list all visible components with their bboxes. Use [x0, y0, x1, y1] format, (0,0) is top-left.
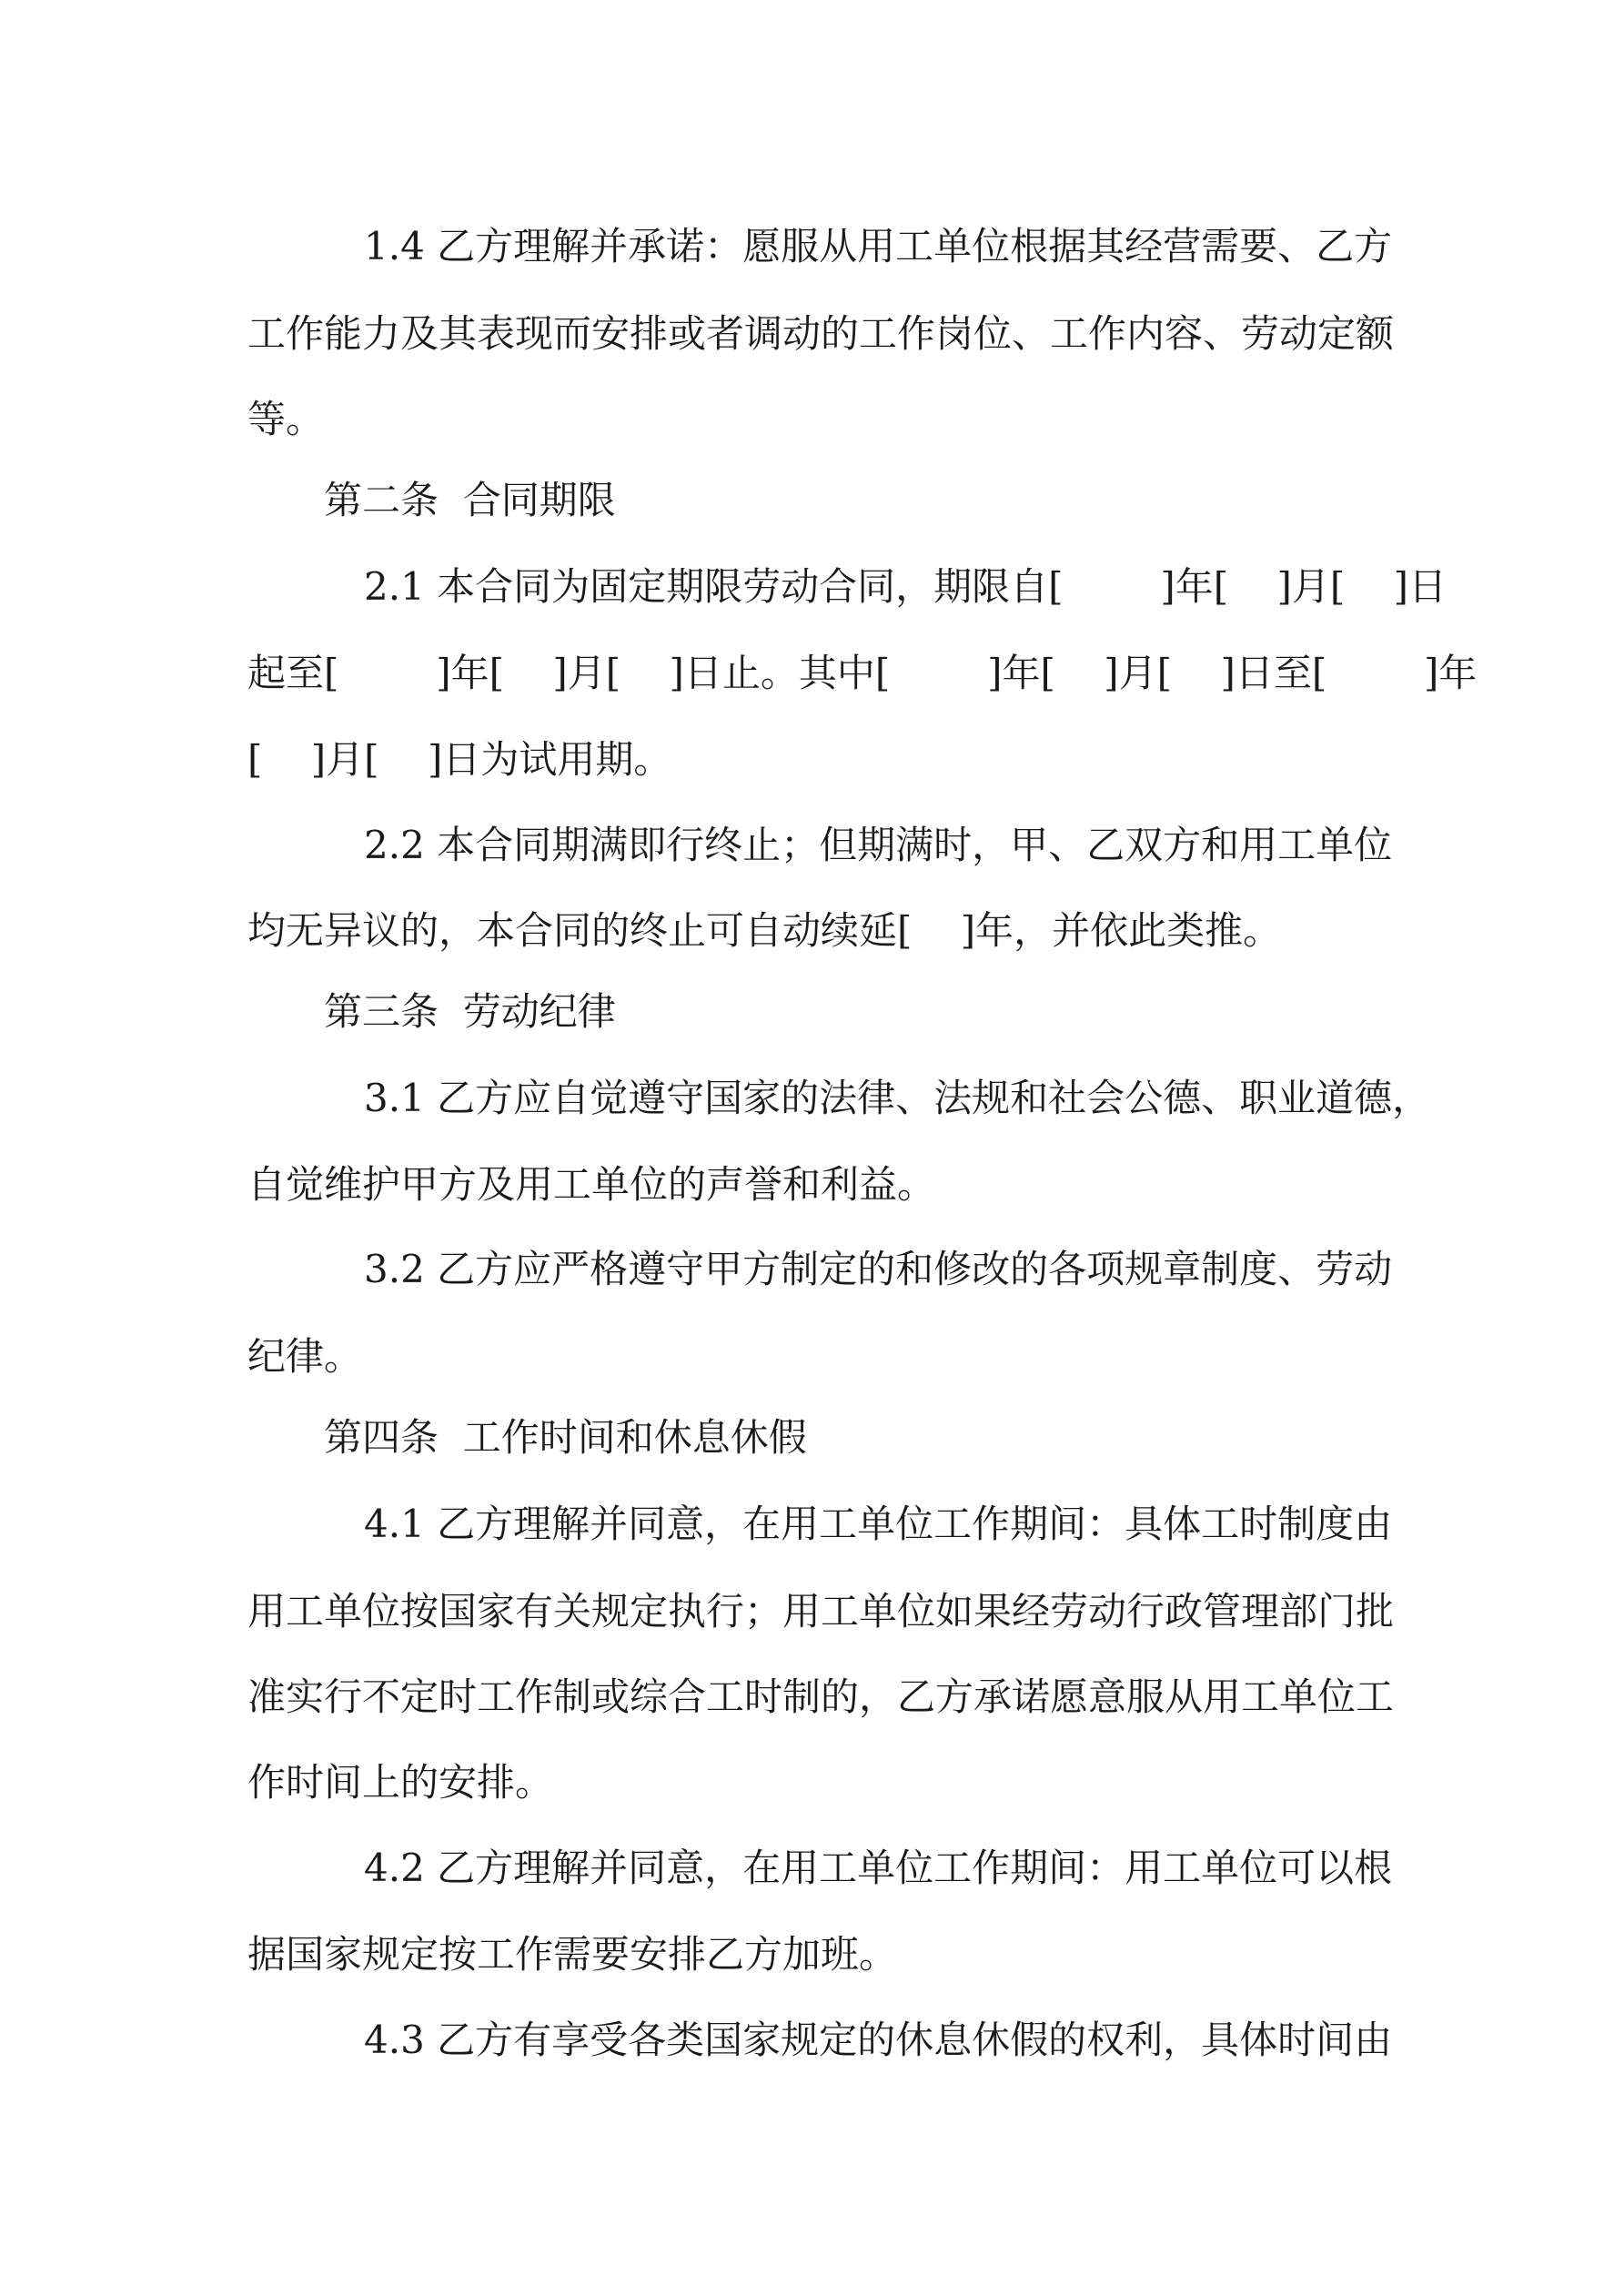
paragraph-4-1-line-2: 用工单位按国家有关规定执行；用工单位如果经劳动行政管理部门批: [247, 1589, 1395, 1633]
paragraph-3-2-line-1: 3.2 乙方应严格遵守甲方制定的和修改的各项规章制度、劳动: [364, 1247, 1393, 1291]
paragraph-4-2-line-1: 4.2 乙方理解并同意，在用工单位工作期间：用工单位可以根: [364, 1846, 1393, 1890]
article-2-heading: 第二条 合同期限: [324, 478, 616, 522]
paragraph-3-1-line-1: 3.1 乙方应自觉遵守国家的法律、法规和社会公德、职业道德，: [364, 1076, 1431, 1120]
paragraph-4-2-line-2: 据国家规定按工作需要安排乙方加班。: [247, 1932, 898, 1977]
paragraph-4-1-line-3: 准实行不定时工作制或综合工时制的，乙方承诺愿意服从用工单位工: [247, 1674, 1395, 1719]
paragraph-4-1-line-4: 作时间上的安排。: [247, 1760, 554, 1805]
paragraph-2-2-line-2: 均无异议的，本合同的终止可自动续延[ ]年，并依此类推。: [247, 908, 1282, 953]
paragraph-3-2-line-2: 纪律。: [247, 1334, 363, 1379]
article-4-heading: 第四条 工作时间和休息休假: [324, 1415, 807, 1460]
paragraph-4-3-line-1: 4.3 乙方有享受各类国家规定的休息休假的权利，具体时间由: [364, 2018, 1393, 2062]
paragraph-1-4-line-3: 等。: [247, 397, 325, 441]
paragraph-2-2-line-1: 2.2 本合同期满即行终止；但期满时，甲、乙双方和用工单位: [364, 823, 1393, 867]
paragraph-4-1-line-1: 4.1 乙方理解并同意，在用工单位工作期间：具体工时制度由: [364, 1502, 1393, 1546]
paragraph-2-1-line-2: 起至[ ]年[ ]月[ ]日止。其中[ ]年[ ]月[ ]日至[ ]年: [247, 651, 1478, 695]
paragraph-2-1-line-3: [ ]月[ ]日为试用期。: [247, 737, 672, 782]
paragraph-2-1-line-1: 2.1 本合同为固定期限劳动合同，期限自[ ]年[ ]月[ ]日: [364, 564, 1447, 609]
article-3-heading: 第三条 劳动纪律: [324, 989, 616, 1034]
paragraph-3-1-line-2: 自觉维护甲方及用工单位的声誉和利益。: [247, 1162, 936, 1207]
paragraph-1-4-line-1: 1.4 乙方理解并承诺：愿服从用工单位根据其经营需要、乙方: [364, 224, 1393, 268]
paragraph-1-4-line-2: 工作能力及其表现而安排或者调动的工作岗位、工作内容、劳动定额: [247, 311, 1395, 356]
